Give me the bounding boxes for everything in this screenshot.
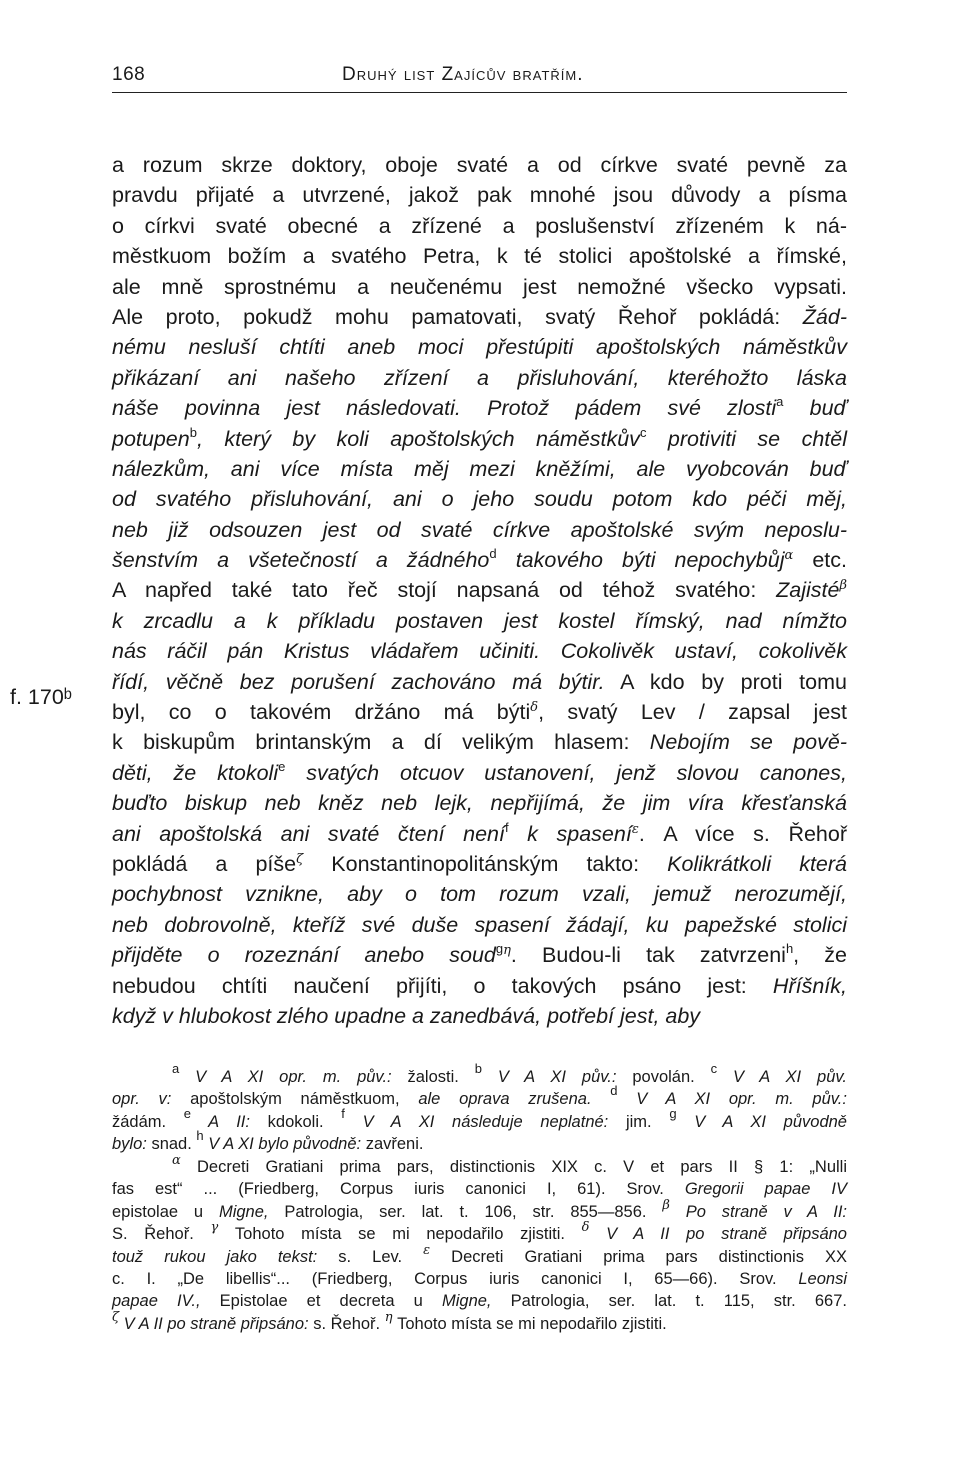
- note-marker: e: [183, 1105, 192, 1121]
- italic-text: ani apoštolská ani svaté čtení není: [112, 821, 505, 846]
- page-number: 168: [112, 64, 146, 85]
- footnote-line: [112, 1083, 847, 1110]
- text-line: [112, 180, 847, 210]
- footnote-line: [112, 1105, 847, 1133]
- text-run: s. Řehoř.: [308, 1314, 385, 1333]
- italic-text: Kolikrátkoli která: [667, 851, 847, 876]
- note-marker: f: [341, 1105, 345, 1121]
- source-notes: [112, 1153, 848, 1335]
- text-line: [112, 241, 847, 271]
- text-run: s. Lev.: [317, 1247, 424, 1266]
- source-marker: β: [839, 578, 847, 594]
- italic-text: Migne,: [218, 1202, 269, 1221]
- note-marker: g: [495, 941, 504, 957]
- text-run: o církvi svaté obecné a zřízené a poslušenství zřízeném k ná-: [112, 213, 847, 238]
- italic-text: od svatého přisluhování, ani o jeho soudu potom kdo péči měj,: [112, 487, 847, 512]
- italic-text: Migne,: [441, 1292, 492, 1311]
- text-line: [112, 575, 847, 605]
- text-line: [112, 879, 847, 909]
- footnote-line: [112, 1178, 847, 1200]
- source-marker: ε: [631, 821, 639, 837]
- footnote-line: [112, 1309, 847, 1335]
- italic-text: řídí, věčně bez porušení zachováno má býtir.: [112, 669, 605, 694]
- text-line: [112, 150, 847, 180]
- italic-text: náše povinna jest následovati. Protož pádem své zlosti: [112, 396, 777, 421]
- text-run: nebudou chtíti naučení přijíti, o takových psáno jest:: [112, 973, 773, 998]
- italic-text: Zajisté: [776, 578, 840, 603]
- italic-text: potupen: [112, 426, 190, 451]
- footnote-line: [112, 1128, 847, 1155]
- italic-text: neb již odsouzen jest od svaté církve apoštolské svým neposlu-: [112, 517, 847, 542]
- italic-text: V A XI opr. m. pův.:: [179, 1068, 392, 1086]
- text-line: [112, 940, 847, 970]
- text-line: [112, 515, 847, 545]
- italic-text: Hříšník,: [772, 973, 847, 998]
- text-line: [112, 302, 847, 332]
- folio-margin-note: f. 170ᵇ: [10, 685, 72, 709]
- text-run: k biskupům brintanským a dí velikým hlasem:: [112, 730, 650, 755]
- note-marker: c: [710, 1061, 718, 1076]
- note-marker: h: [785, 941, 794, 957]
- text-run: A kdo by proti tomu: [604, 669, 847, 694]
- italic-text: V A II po straně připsáno: [589, 1225, 847, 1244]
- italic-text: touž rukou jako tekst:: [112, 1247, 318, 1266]
- text-run: . A více s. Řehoř: [638, 821, 848, 846]
- text-line: [112, 211, 847, 241]
- text-run: A napřed také tato řeč stojí napsaná od téhož svatého:: [112, 578, 777, 603]
- italic-text: nás ráčil pán Kristus vládařem učiniti. Cokolivěk ustaví, cokolivěk: [112, 639, 847, 664]
- italic-text: A II:: [191, 1112, 250, 1131]
- note-marker: b: [474, 1061, 482, 1076]
- note-marker: g: [669, 1105, 677, 1121]
- text-run: Konstantinopolitánským takto:: [303, 851, 668, 876]
- text-line: [112, 363, 847, 393]
- italic-text: přikázaní ani našeho zřízení a přisluhování, kteréhožto láska: [112, 365, 847, 390]
- italic-text: V A XI opr. m. pův.:: [617, 1090, 847, 1109]
- italic-text: V A XI bylo původně:: [203, 1135, 362, 1154]
- running-title: Druhý list Zajícův bratřím.: [342, 64, 584, 85]
- italic-text: V A XI původně: [676, 1112, 847, 1131]
- text-line: [112, 788, 847, 818]
- note-marker: h: [196, 1128, 204, 1144]
- text-run: žalosti.: [391, 1068, 475, 1086]
- italic-text: neb dobrovolně, kteříž své duše spasení žádají, ku papežské stolici: [112, 912, 847, 937]
- italic-text: Žád-: [802, 304, 847, 329]
- italic-text: když v hlubokost zlého upadne a zanedbává, potřebí jest, aby: [112, 1003, 701, 1028]
- italic-text: Leonsi: [798, 1269, 847, 1288]
- text-run: snad.: [146, 1135, 197, 1154]
- text-line: [112, 1001, 847, 1031]
- text-run: etc.: [793, 548, 847, 573]
- italic-text: Gregorii papae IV: [684, 1180, 847, 1199]
- italic-text: V A XI pův.: [717, 1068, 847, 1086]
- text-run: Ale proto, pokudž mohu pamatovati, svatý Řehoř pokládá:: [112, 304, 803, 329]
- text-run: [592, 1090, 611, 1108]
- italic-text: děti, že ktokoli: [112, 760, 279, 785]
- text-line: [112, 332, 847, 362]
- text-line: [112, 424, 847, 454]
- text-run: zavřeni.: [361, 1135, 424, 1154]
- italic-text: svatých otcuov ustanovení, jenž slovou canones,: [285, 760, 847, 785]
- italic-text: V A II po straně připsáno:: [119, 1314, 309, 1333]
- text-line: [112, 484, 847, 514]
- text-run: městkuom božím a svatého Petra, k té stolici apoštolské a římské,: [112, 244, 847, 269]
- italic-text: buďto biskup neb kněz neb lejk, nepřijímá, že jim víra křesťanská: [112, 791, 847, 816]
- text-run: Epistolae et decreta u: [200, 1292, 442, 1311]
- italic-text: buď: [783, 396, 847, 421]
- note-marker: a: [776, 394, 784, 410]
- source-marker: δ: [530, 700, 539, 716]
- italic-text: bylo:: [112, 1135, 147, 1154]
- italic-text: ale oprava zrušena.: [418, 1090, 592, 1109]
- text-run: Tohoto místa se mi nepodařilo zjistiti.: [392, 1314, 667, 1333]
- footnote-line: [112, 1061, 847, 1088]
- text-line: [112, 667, 847, 697]
- italic-text: k spasení: [508, 821, 632, 846]
- text-run: byl, co o takovém držáno má býti: [112, 700, 531, 725]
- italic-text: k zrcadlu a k příkladu postaven jest kostel římský, nad nímžto: [112, 608, 847, 633]
- text-run: žádám.: [112, 1112, 184, 1131]
- italic-text: Nebojím se pově-: [649, 730, 847, 755]
- italic-text: takového býti nepochybůj: [496, 548, 785, 573]
- note-marker: f: [504, 819, 509, 835]
- text-line: [112, 454, 847, 484]
- footnote-line: [112, 1242, 847, 1268]
- source-marker: γ: [210, 1220, 219, 1236]
- running-header: [112, 62, 847, 93]
- footnote-line: [112, 1268, 847, 1290]
- source-marker: ζ: [112, 1309, 120, 1325]
- footnote-line: [112, 1220, 847, 1245]
- text-run: , svatý Lev / zapsal jest: [538, 700, 848, 725]
- italic-text: Po straně v A II:: [669, 1202, 848, 1221]
- text-line: [112, 697, 847, 727]
- text-run: Decreti Gratiani prima pars, distinctionis XIX c. V et pars II § 1: „Nulli: [180, 1158, 847, 1176]
- italic-text: , který by koli apoštolských náměstkův: [196, 426, 640, 451]
- italic-text: nálezkům, ani více místa měj mezi kněžími, ale vyobcován buď: [112, 456, 847, 481]
- italic-text: šenstvím a všetečností a žádného: [112, 548, 490, 573]
- text-line: [112, 971, 847, 1001]
- text-line: [112, 727, 847, 757]
- text-line: [112, 910, 847, 940]
- italic-text: protiviti se chtěl: [646, 426, 847, 451]
- text-line: [112, 393, 847, 423]
- text-run: povolán.: [616, 1068, 711, 1086]
- note-marker: a: [172, 1061, 180, 1076]
- text-run: Patrologia, ser. lat. t. 115, str. 667.: [491, 1292, 847, 1311]
- text-run: fas est“ ... (Friedberg, Corpus iuris canonici I, 61). Srov.: [112, 1180, 685, 1199]
- text-run: apoštolským náměstkuom,: [171, 1090, 419, 1109]
- text-run: ale mně sprostnému a neučenému jest nemožné všecko vypsati.: [112, 274, 847, 299]
- text-line: [112, 636, 847, 666]
- italic-text: nému nesluší chtíti aneb moci přestúpiti apoštolských náměstkův: [112, 335, 847, 360]
- text-run: Patrologia, ser. lat. t. 106, str. 855—856.: [268, 1202, 663, 1221]
- note-marker: e: [278, 758, 286, 774]
- text-run: S. Řehoř.: [112, 1225, 211, 1244]
- text-run: kdokoli.: [249, 1112, 342, 1131]
- critical-apparatus: [112, 1061, 847, 1156]
- footnote-line: [112, 1197, 848, 1223]
- source-marker: β: [662, 1197, 670, 1213]
- italic-text: opr. v:: [112, 1090, 172, 1109]
- source-marker: δ: [581, 1220, 590, 1236]
- source-marker: ζ: [296, 851, 304, 867]
- italic-text: papae IV.,: [112, 1292, 201, 1311]
- text-run: jim.: [608, 1112, 670, 1131]
- text-line: [112, 819, 847, 849]
- text-line: [112, 758, 847, 788]
- source-marker: α: [172, 1153, 181, 1168]
- note-marker: d: [489, 546, 497, 562]
- text-line: [112, 272, 847, 302]
- text-run: c. I. „De libellis“... (Friedberg, Corpus iuris canonici I, 65—66). Srov.: [112, 1269, 799, 1288]
- text-line: [112, 606, 847, 636]
- text-line: [112, 545, 847, 575]
- note-marker: b: [189, 424, 197, 440]
- source-marker: η: [384, 1309, 393, 1325]
- source-marker: η: [503, 943, 511, 959]
- note-marker: c: [639, 424, 647, 440]
- italic-text: pochybnost vznikne, aby o tom rozum vzali, jemuž nerozumějí,: [112, 882, 847, 907]
- text-run: . Budou-li tak zatvrzeni: [510, 943, 786, 968]
- footnote-line: [112, 1290, 847, 1312]
- text-line: [112, 849, 847, 879]
- note-marker: d: [610, 1083, 618, 1099]
- text-run: pokládá a píše: [112, 851, 297, 876]
- italic-text: V A XI pův.:: [481, 1068, 617, 1086]
- text-run: Tohoto místa se mi nepodařilo zjistiti.: [218, 1225, 582, 1244]
- text-run: a rozum skrze doktory, oboje svaté a od církve svaté pevně za: [112, 153, 847, 177]
- text-run: Decreti Gratiani prima pars distinctionis XX: [430, 1247, 847, 1266]
- text-run: pravdu přijaté a utvrzené, jakož pak mnohé jsou důvody a písma: [112, 183, 847, 208]
- main-text: [112, 150, 847, 1031]
- text-run: , že: [793, 943, 847, 968]
- source-marker: α: [784, 548, 794, 564]
- italic-text: V A XI následuje neplatné:: [344, 1112, 609, 1131]
- italic-text: přijděte o rozeznání anebo soud: [112, 943, 496, 968]
- text-run: epistolae u: [112, 1202, 219, 1221]
- source-marker: ε: [423, 1242, 431, 1258]
- footnote-line: [112, 1153, 847, 1178]
